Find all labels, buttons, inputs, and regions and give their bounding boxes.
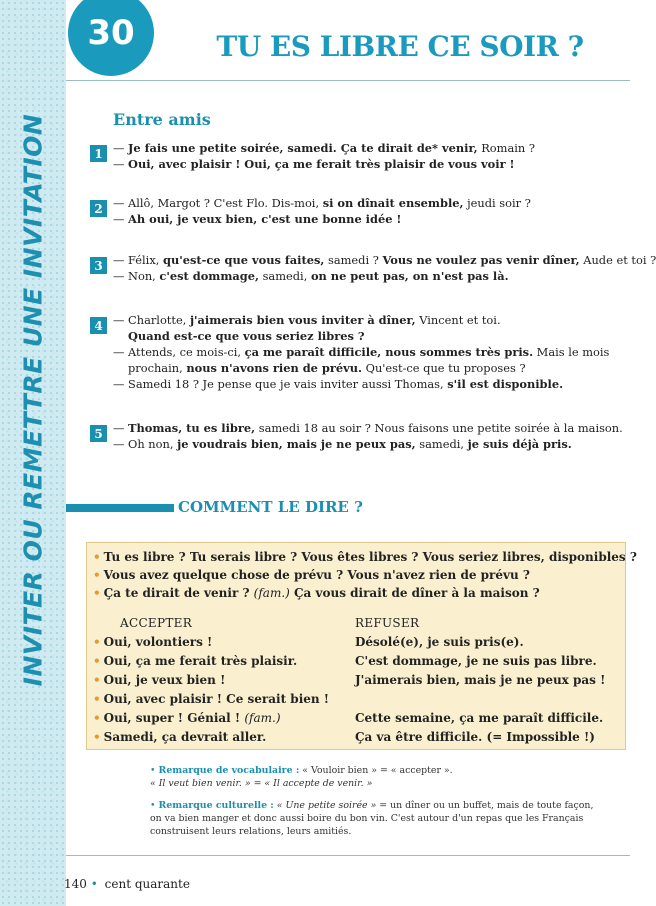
question-item: • Ça te dirait de venir ? (fam.) Ça vous dirait de dîner à la maison ? — [93, 586, 540, 600]
dialogue-line: — Ah oui, je veux bien, c'est une bonne idée ! — [113, 212, 402, 226]
dialogue-line: — Attends, ce mois-ci, ça me paraît difficile, nous sommes très pris. Mais le mois — [113, 345, 610, 359]
accept-item: • Oui, ça me ferait très plaisir. — [93, 654, 298, 668]
dialogue-line: — Oui, avec plaisir ! Oui, ça me ferait très plaisir de vous voir ! — [113, 157, 515, 171]
dialogue-2 — [90, 195, 620, 227]
refuse-item: C'est dommage, je ne suis pas libre. — [355, 654, 597, 668]
accept-item: • Samedi, ça devrait aller. — [93, 730, 267, 744]
dialogue-line: — Charlotte, j'aimerais bien vous inviter à dîner, Vincent et toi. — [113, 313, 501, 327]
comment-accent-bar — [66, 504, 174, 512]
refuse-item: Désolé(e), je suis pris(e). — [355, 635, 524, 649]
dialogue-1 — [90, 140, 620, 172]
sidebar-band — [0, 0, 66, 906]
dialogue-line: — Non, c'est dommage, samedi, on ne peut pas, on n'est pas là. — [113, 269, 509, 283]
accept-header: ACCEPTER — [120, 616, 193, 630]
question-item: • Vous avez quelque chose de prévu ? Vous n'avez rien de prévu ? — [93, 568, 530, 582]
accept-item: • Oui, avec plaisir ! Ce serait bien ! — [93, 692, 330, 706]
dialogue-line: — Oh non, je voudrais bien, mais je ne peux pas, samedi, je suis déjà pris. — [113, 437, 572, 451]
dialogue-number: 5 — [90, 425, 107, 442]
expressions-box — [86, 542, 637, 750]
dialogue-number: 3 — [90, 257, 107, 274]
refuse-item: Ça va être difficile. (= Impossible !) — [355, 730, 595, 744]
refuse-item: J'aimerais bien, mais je ne peux pas ! — [355, 673, 606, 687]
dialogue-4 — [90, 312, 620, 392]
page-number-words: cent quarante — [104, 877, 190, 891]
dialogue-line: prochain, nous n'avons rien de prévu. Qu'est-ce que tu proposes ? — [128, 361, 526, 375]
dialogue-line: — Thomas, tu es libre, samedi 18 au soir ? Nous faisons une petite soirée à la maison. — [113, 421, 623, 435]
vocab-remark: • Remarque de vocabulaire : « Vouloir bien » = « accepter ». « Il veut bien venir. » = « Il accepte de venir. » — [150, 765, 453, 789]
dialogue-line: Quand est-ce que vous seriez libres ? — [128, 329, 365, 343]
dialogue-line: — Félix, qu'est-ce que vous faites, samedi ? Vous ne voulez pas venir dîner, Aude et toi ? — [113, 253, 656, 267]
dialogue-3 — [90, 252, 656, 284]
dialogue-number: 2 — [90, 200, 107, 217]
accept-item: • Oui, super ! Génial ! (fam.) — [93, 711, 281, 725]
dialogue-line: — Allô, Margot ? C'est Flo. Dis-moi, si on dînait ensemble, jeudi soir ? — [113, 196, 531, 210]
culture-remark: • Remarque culturelle : « Une petite soirée » = un dîner ou un buffet, mais de toute façon, on va bien manger et donc aussi boire du bon vin. C'est autour d'un repas que les Français construisent leurs relations, leurs amitiés. — [150, 800, 594, 837]
lesson-number-badge: 30 — [68, 0, 154, 76]
page-title: TU ES LIBRE CE SOIR ? — [216, 30, 584, 63]
page-footer: 140 • cent quarante — [64, 877, 190, 891]
dialogue-number: 4 — [90, 317, 107, 334]
top-divider — [66, 80, 630, 81]
section-title: Entre amis — [113, 110, 211, 129]
dialogue-line: — Je fais une petite soirée, samedi. Ça te dirait de* venir, Romain ? — [113, 141, 535, 155]
accept-item: • Oui, je veux bien ! — [93, 673, 226, 687]
dialogue-5 — [90, 420, 623, 452]
page-number: 140 — [64, 877, 87, 891]
accept-item: • Oui, volontiers ! — [93, 635, 213, 649]
bottom-divider — [66, 855, 630, 856]
comment-title: COMMENT LE DIRE ? — [178, 498, 363, 516]
dialogue-line: — Samedi 18 ? Je pense que je vais inviter aussi Thomas, s'il est disponible. — [113, 377, 564, 391]
question-item: • Tu es libre ? Tu serais libre ? Vous êtes libres ? Vous seriez libres, disponibles ? — [93, 550, 637, 564]
refuse-header: REFUSER — [355, 616, 420, 630]
dialogue-number: 1 — [90, 145, 107, 162]
sidebar-vertical-title: INVITER OU REMETTRE UNE INVITATION — [18, 113, 48, 687]
refuse-item: Cette semaine, ça me paraît difficile. — [355, 711, 604, 725]
